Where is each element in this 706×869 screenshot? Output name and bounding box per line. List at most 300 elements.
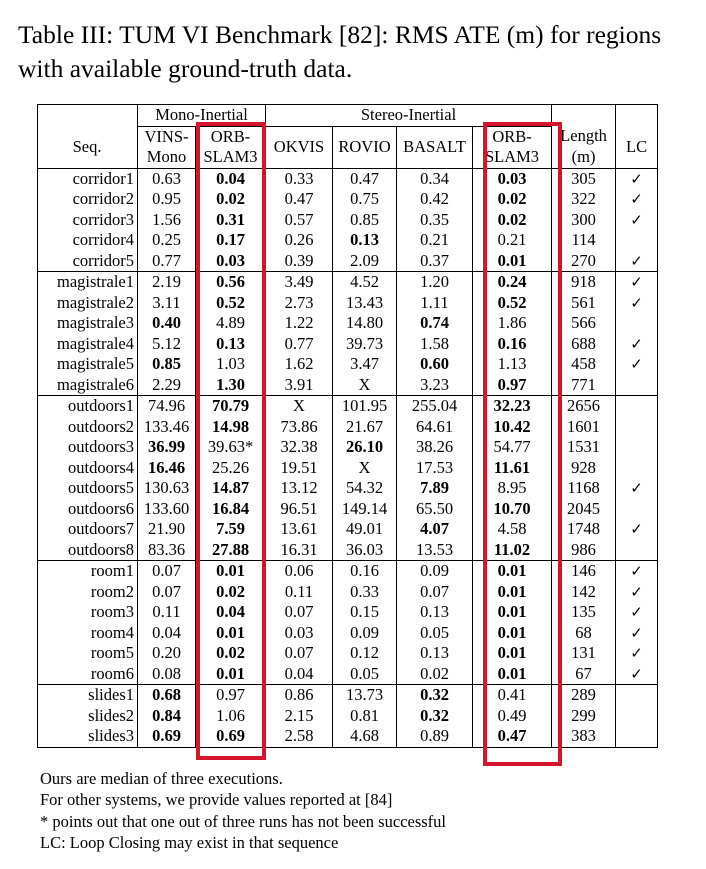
table-row <box>38 561 658 582</box>
orb-slam3-mono-cell: 14.87 <box>196 478 266 499</box>
vins-mono-cell: 0.63 <box>138 168 196 189</box>
vins-mono-cell: 16.46 <box>138 458 196 479</box>
okvis-cell: 96.51 <box>266 499 333 520</box>
orb-slam3-stereo-cell: 1.13 <box>473 354 552 375</box>
seq-cell: outdoors2 <box>38 417 138 438</box>
okvis-cell: 0.33 <box>266 168 333 189</box>
group-header-row <box>38 105 658 127</box>
note-line: LC: Loop Closing may exist in that sequence <box>40 832 339 852</box>
basalt-cell: 4.07 <box>397 519 473 540</box>
table-row <box>38 726 658 747</box>
orb-slam3-mono-cell: 0.17 <box>196 230 266 251</box>
rovio-cell: X <box>333 458 397 479</box>
mono-inertial-header: Mono-Inertial <box>138 105 266 127</box>
orb-slam3-stereo-cell: 0.01 <box>473 582 552 603</box>
basalt-cell: 1.58 <box>397 334 473 355</box>
rovio-cell: 101.95 <box>333 396 397 417</box>
length-cell: 2656 <box>552 396 616 417</box>
seq-cell: room6 <box>38 664 138 685</box>
basalt-cell: 7.89 <box>397 478 473 499</box>
rovio-cell: 149.14 <box>333 499 397 520</box>
orb-slam3-mono-cell: 14.98 <box>196 417 266 438</box>
length-cell: 142 <box>552 582 616 603</box>
basalt-cell: 0.89 <box>397 726 473 747</box>
rovio-cell: 0.16 <box>333 561 397 582</box>
vins-mono-cell: 21.90 <box>138 519 196 540</box>
lc-cell <box>616 417 658 438</box>
vins-mono-cell: 5.12 <box>138 334 196 355</box>
orb-slam3-mono-header-line2: SLAM3 <box>203 147 258 166</box>
lc-cell: ✓ <box>616 602 658 623</box>
orb-slam3-mono-cell: 0.69 <box>196 726 266 747</box>
lc-cell <box>616 706 658 727</box>
orb-slam3-stereo-cell: 32.23 <box>473 396 552 417</box>
rovio-cell: 2.09 <box>333 251 397 272</box>
rovio-cell: 14.80 <box>333 313 397 334</box>
table-row <box>38 251 658 272</box>
rovio-cell: 0.85 <box>333 210 397 231</box>
orb-slam3-stereo-cell: 0.01 <box>473 251 552 272</box>
orb-slam3-stereo-cell: 0.47 <box>473 726 552 747</box>
okvis-cell: 2.73 <box>266 293 333 314</box>
basalt-cell: 0.37 <box>397 251 473 272</box>
length-cell: 289 <box>552 685 616 706</box>
lc-cell <box>616 726 658 747</box>
note-line: Ours are median of three executions. <box>40 769 283 788</box>
basalt-cell: 1.20 <box>397 272 473 293</box>
basalt-cell: 0.32 <box>397 706 473 727</box>
length-cell: 918 <box>552 272 616 293</box>
table-row <box>38 396 658 417</box>
table-row <box>38 437 658 458</box>
orb-slam3-stereo-cell: 0.97 <box>473 375 552 396</box>
lc-cell: ✓ <box>616 623 658 644</box>
table-row <box>38 623 658 644</box>
okvis-cell: 3.91 <box>266 375 333 396</box>
column-header-row <box>38 126 658 168</box>
rovio-cell: 13.43 <box>333 293 397 314</box>
lc-cell: ✓ <box>616 272 658 293</box>
orb-slam3-stereo-cell: 0.03 <box>473 168 552 189</box>
rovio-cell: 3.47 <box>333 354 397 375</box>
table-row <box>38 230 658 251</box>
okvis-cell: 19.51 <box>266 458 333 479</box>
highlight-box-orb-slam3-mono <box>196 122 266 760</box>
lc-cell <box>616 540 658 561</box>
basalt-cell: 0.42 <box>397 189 473 210</box>
orb-slam3-stereo-cell: 10.70 <box>473 499 552 520</box>
seq-cell: corridor3 <box>38 210 138 231</box>
vins-mono-header-line1: VINS- <box>144 126 189 146</box>
okvis-cell: 32.38 <box>266 437 333 458</box>
orb-slam3-mono-cell: 70.79 <box>196 396 266 417</box>
basalt-header: BASALT <box>397 126 473 168</box>
length-cell: 305 <box>552 168 616 189</box>
vins-mono-cell: 0.07 <box>138 582 196 603</box>
vins-mono-cell: 0.08 <box>138 664 196 685</box>
seq-cell: corridor5 <box>38 251 138 272</box>
basalt-cell: 0.21 <box>397 230 473 251</box>
seq-cell: room3 <box>38 602 138 623</box>
basalt-cell: 1.11 <box>397 293 473 314</box>
vins-mono-cell: 0.40 <box>138 313 196 334</box>
rovio-cell: 0.47 <box>333 168 397 189</box>
okvis-cell: 0.39 <box>266 251 333 272</box>
length-header-line2: (m) <box>571 146 596 166</box>
length-cell: 300 <box>552 210 616 231</box>
rovio-cell: 54.32 <box>333 478 397 499</box>
length-cell: 322 <box>552 189 616 210</box>
okvis-cell: 2.58 <box>266 726 333 747</box>
rovio-cell: 0.15 <box>333 602 397 623</box>
rovio-cell: 0.13 <box>333 230 397 251</box>
orb-slam3-mono-cell: 39.63* <box>196 437 266 458</box>
vins-mono-cell: 0.85 <box>138 354 196 375</box>
table-row <box>38 478 658 499</box>
length-cell: 270 <box>552 251 616 272</box>
basalt-cell: 0.07 <box>397 582 473 603</box>
rovio-cell: 0.81 <box>333 706 397 727</box>
orb-slam3-stereo-cell: 0.24 <box>473 272 552 293</box>
orb-slam3-stereo-cell: 0.01 <box>473 664 552 685</box>
table-row <box>38 313 658 334</box>
seq-cell: magistrale3 <box>38 313 138 334</box>
orb-slam3-stereo-cell: 1.86 <box>473 313 552 334</box>
orb-slam3-stereo-cell: 8.95 <box>473 478 552 499</box>
orb-slam3-mono-cell: 25.26 <box>196 458 266 479</box>
orb-slam3-mono-cell: 0.02 <box>196 582 266 603</box>
vins-mono-cell: 1.56 <box>138 210 196 231</box>
basalt-cell: 17.53 <box>397 458 473 479</box>
orb-slam3-stereo-cell: 4.58 <box>473 519 552 540</box>
length-cell: 688 <box>552 334 616 355</box>
seq-cell: outdoors4 <box>38 458 138 479</box>
okvis-cell: 13.61 <box>266 519 333 540</box>
length-cell: 928 <box>552 458 616 479</box>
orb-slam3-mono-cell: 0.31 <box>196 210 266 231</box>
vins-mono-header <box>138 126 196 168</box>
okvis-cell: 0.06 <box>266 561 333 582</box>
table-row <box>38 582 658 603</box>
vins-mono-cell: 0.07 <box>138 561 196 582</box>
okvis-cell: 0.26 <box>266 230 333 251</box>
basalt-cell: 0.34 <box>397 168 473 189</box>
lc-cell: ✓ <box>616 643 658 664</box>
table-row <box>38 354 658 375</box>
length-cell: 986 <box>552 540 616 561</box>
okvis-cell: 0.03 <box>266 623 333 644</box>
seq-cell: room1 <box>38 561 138 582</box>
basalt-cell: 255.04 <box>397 396 473 417</box>
seq-cell: slides1 <box>38 685 138 706</box>
okvis-cell: 0.07 <box>266 602 333 623</box>
lc-cell: ✓ <box>616 168 658 189</box>
length-cell: 1601 <box>552 417 616 438</box>
vins-mono-cell: 0.68 <box>138 685 196 706</box>
rovio-cell: 21.67 <box>333 417 397 438</box>
length-cell: 68 <box>552 623 616 644</box>
okvis-cell: 2.15 <box>266 706 333 727</box>
okvis-cell: 0.47 <box>266 189 333 210</box>
table-row <box>38 706 658 727</box>
basalt-cell: 0.02 <box>397 664 473 685</box>
seq-cell: room4 <box>38 623 138 644</box>
seq-cell: room5 <box>38 643 138 664</box>
okvis-cell: 0.57 <box>266 210 333 231</box>
length-cell: 1168 <box>552 478 616 499</box>
highlight-box-orb-slam3-stereo <box>483 122 562 766</box>
results-table <box>37 104 658 748</box>
vins-mono-cell: 133.46 <box>138 417 196 438</box>
basalt-cell: 0.32 <box>397 685 473 706</box>
basalt-cell: 65.50 <box>397 499 473 520</box>
seq-cell: outdoors6 <box>38 499 138 520</box>
seq-cell: outdoors5 <box>38 478 138 499</box>
vins-mono-cell: 0.95 <box>138 189 196 210</box>
okvis-cell: 0.07 <box>266 643 333 664</box>
lc-cell: ✓ <box>616 561 658 582</box>
length-cell: 1531 <box>552 437 616 458</box>
orb-slam3-mono-cell: 0.03 <box>196 251 266 272</box>
length-cell: 771 <box>552 375 616 396</box>
table-row <box>38 540 658 561</box>
seq-cell: corridor1 <box>38 168 138 189</box>
basalt-cell: 0.05 <box>397 623 473 644</box>
table-row <box>38 685 658 706</box>
seq-cell: outdoors3 <box>38 437 138 458</box>
orb-slam3-stereo-cell: 0.49 <box>473 706 552 727</box>
orb-slam3-mono-cell: 0.13 <box>196 334 266 355</box>
length-cell: 114 <box>552 230 616 251</box>
lc-header: LC <box>616 126 658 168</box>
seq-cell: corridor4 <box>38 230 138 251</box>
vins-mono-cell: 2.19 <box>138 272 196 293</box>
rovio-cell: 49.01 <box>333 519 397 540</box>
table-row <box>38 664 658 685</box>
table-row <box>38 602 658 623</box>
seq-cell: slides3 <box>38 726 138 747</box>
orb-slam3-mono-cell: 4.89 <box>196 313 266 334</box>
length-cell: 2045 <box>552 499 616 520</box>
orb-slam3-mono-cell: 1.03 <box>196 354 266 375</box>
vins-mono-cell: 3.11 <box>138 293 196 314</box>
rovio-header: ROVIO <box>333 126 397 168</box>
table-notes <box>40 768 446 853</box>
lc-cell: ✓ <box>616 189 658 210</box>
table-row <box>38 417 658 438</box>
orb-slam3-mono-cell: 0.97 <box>196 685 266 706</box>
seq-cell: magistrale4 <box>38 334 138 355</box>
orb-slam3-mono-cell: 1.06 <box>196 706 266 727</box>
basalt-cell: 38.26 <box>397 437 473 458</box>
stereo-inertial-header: Stereo-Inertial <box>266 105 552 127</box>
table-row <box>38 168 658 189</box>
okvis-cell: 1.22 <box>266 313 333 334</box>
table-row <box>38 293 658 314</box>
lc-cell <box>616 437 658 458</box>
rovio-cell: 36.03 <box>333 540 397 561</box>
seq-cell: magistrale6 <box>38 375 138 396</box>
vins-mono-cell: 83.36 <box>138 540 196 561</box>
vins-mono-cell: 2.29 <box>138 375 196 396</box>
vins-mono-cell: 0.69 <box>138 726 196 747</box>
okvis-cell: 13.12 <box>266 478 333 499</box>
length-cell: 1748 <box>552 519 616 540</box>
seq-cell: magistrale5 <box>38 354 138 375</box>
orb-slam3-mono-cell: 0.04 <box>196 168 266 189</box>
table-caption: Table III: TUM VI Benchmark [82]: RMS ATE (m) for regions with available ground-truth data. <box>18 20 662 83</box>
rovio-cell: 39.73 <box>333 334 397 355</box>
seq-cell: corridor2 <box>38 189 138 210</box>
vins-mono-cell: 36.99 <box>138 437 196 458</box>
orb-slam3-stereo-cell: 0.52 <box>473 293 552 314</box>
length-header-line1: Length <box>560 126 607 146</box>
basalt-cell: 0.13 <box>397 643 473 664</box>
orb-slam3-mono-cell: 0.02 <box>196 643 266 664</box>
note-line: * points out that one out of three runs has not been successful <box>40 811 446 831</box>
lc-cell: ✓ <box>616 478 658 499</box>
rovio-cell: 0.12 <box>333 643 397 664</box>
basalt-cell: 0.35 <box>397 210 473 231</box>
lc-cell: ✓ <box>616 582 658 603</box>
length-cell: 458 <box>552 354 616 375</box>
table-row <box>38 334 658 355</box>
rovio-cell: 4.68 <box>333 726 397 747</box>
table-row <box>38 189 658 210</box>
seq-cell: outdoors7 <box>38 519 138 540</box>
okvis-cell: 3.49 <box>266 272 333 293</box>
seq-cell: outdoors8 <box>38 540 138 561</box>
note-line: For other systems, we provide values reported at [84] <box>40 790 393 810</box>
lc-cell: ✓ <box>616 664 658 685</box>
okvis-cell: 16.31 <box>266 540 333 561</box>
lc-cell <box>616 685 658 706</box>
lc-cell <box>616 396 658 417</box>
orb-slam3-stereo-cell: 0.41 <box>473 685 552 706</box>
lc-cell <box>616 499 658 520</box>
seq-cell: magistrale1 <box>38 272 138 293</box>
lc-cell: ✓ <box>616 251 658 272</box>
orb-slam3-mono-cell: 7.59 <box>196 519 266 540</box>
vins-mono-cell: 0.25 <box>138 230 196 251</box>
lc-cell: ✓ <box>616 210 658 231</box>
lc-cell: ✓ <box>616 334 658 355</box>
lc-cell: ✓ <box>616 354 658 375</box>
length-cell: 67 <box>552 664 616 685</box>
rovio-cell: 0.09 <box>333 623 397 644</box>
lc-cell: ✓ <box>616 293 658 314</box>
table-body <box>38 168 658 747</box>
okvis-header: OKVIS <box>266 126 333 168</box>
orb-slam3-mono-cell: 0.04 <box>196 602 266 623</box>
length-cell: 383 <box>552 726 616 747</box>
vins-mono-cell: 133.60 <box>138 499 196 520</box>
lc-cell <box>616 230 658 251</box>
basalt-cell: 0.09 <box>397 561 473 582</box>
length-cell: 146 <box>552 561 616 582</box>
lc-cell <box>616 375 658 396</box>
table-row <box>38 499 658 520</box>
orb-slam3-stereo-cell: 0.01 <box>473 643 552 664</box>
orb-slam3-stereo-cell: 0.01 <box>473 623 552 644</box>
seq-cell: room2 <box>38 582 138 603</box>
length-cell: 131 <box>552 643 616 664</box>
okvis-cell: 0.11 <box>266 582 333 603</box>
okvis-cell: X <box>266 396 333 417</box>
orb-slam3-stereo-cell: 0.01 <box>473 561 552 582</box>
orb-slam3-mono-cell: 1.30 <box>196 375 266 396</box>
vins-mono-cell: 0.84 <box>138 706 196 727</box>
basalt-cell: 0.13 <box>397 602 473 623</box>
vins-mono-cell: 74.96 <box>138 396 196 417</box>
orb-slam3-stereo-cell: 10.42 <box>473 417 552 438</box>
rovio-cell: 0.33 <box>333 582 397 603</box>
vins-mono-cell: 0.20 <box>138 643 196 664</box>
okvis-cell: 1.62 <box>266 354 333 375</box>
basalt-cell: 3.23 <box>397 375 473 396</box>
orb-slam3-mono-cell: 0.56 <box>196 272 266 293</box>
seq-header: Seq. <box>38 126 138 168</box>
table-row <box>38 643 658 664</box>
okvis-cell: 73.86 <box>266 417 333 438</box>
orb-slam3-stereo-cell: 0.16 <box>473 334 552 355</box>
orb-slam3-mono-cell: 0.01 <box>196 561 266 582</box>
orb-slam3-stereo-header-line2: SLAM3 <box>484 147 540 166</box>
table-row <box>38 375 658 396</box>
seq-cell: outdoors1 <box>38 396 138 417</box>
rovio-cell: 0.75 <box>333 189 397 210</box>
orb-slam3-stereo-header-line1: ORB- <box>492 126 532 146</box>
orb-slam3-stereo-cell: 54.77 <box>473 437 552 458</box>
okvis-cell: 0.04 <box>266 664 333 685</box>
rovio-cell: X <box>333 375 397 396</box>
vins-mono-cell: 0.04 <box>138 623 196 644</box>
lc-cell: ✓ <box>616 519 658 540</box>
seq-cell: magistrale2 <box>38 293 138 314</box>
rovio-cell: 0.05 <box>333 664 397 685</box>
seq-cell: slides2 <box>38 706 138 727</box>
vins-mono-cell: 0.77 <box>138 251 196 272</box>
orb-slam3-mono-cell: 0.52 <box>196 293 266 314</box>
orb-slam3-mono-cell: 27.88 <box>196 540 266 561</box>
table-row <box>38 210 658 231</box>
vins-mono-cell: 130.63 <box>138 478 196 499</box>
orb-slam3-stereo-cell: 0.21 <box>473 230 552 251</box>
lc-cell <box>616 458 658 479</box>
table-row <box>38 458 658 479</box>
table-row <box>38 519 658 540</box>
basalt-cell: 64.61 <box>397 417 473 438</box>
table-row <box>38 272 658 293</box>
orb-slam3-mono-cell: 0.01 <box>196 664 266 685</box>
orb-slam3-stereo-cell: 0.01 <box>473 602 552 623</box>
length-cell: 135 <box>552 602 616 623</box>
basalt-cell: 13.53 <box>397 540 473 561</box>
orb-slam3-mono-cell: 0.02 <box>196 189 266 210</box>
orb-slam3-mono-cell: 16.84 <box>196 499 266 520</box>
orb-slam3-mono-cell: 0.01 <box>196 623 266 644</box>
vins-mono-cell: 0.11 <box>138 602 196 623</box>
orb-slam3-stereo-cell: 11.02 <box>473 540 552 561</box>
orb-slam3-stereo-cell: 11.61 <box>473 458 552 479</box>
okvis-cell: 0.77 <box>266 334 333 355</box>
orb-slam3-stereo-cell: 0.02 <box>473 210 552 231</box>
lc-cell <box>616 313 658 334</box>
length-cell: 566 <box>552 313 616 334</box>
basalt-cell: 0.60 <box>397 354 473 375</box>
rovio-cell: 4.52 <box>333 272 397 293</box>
length-cell: 299 <box>552 706 616 727</box>
